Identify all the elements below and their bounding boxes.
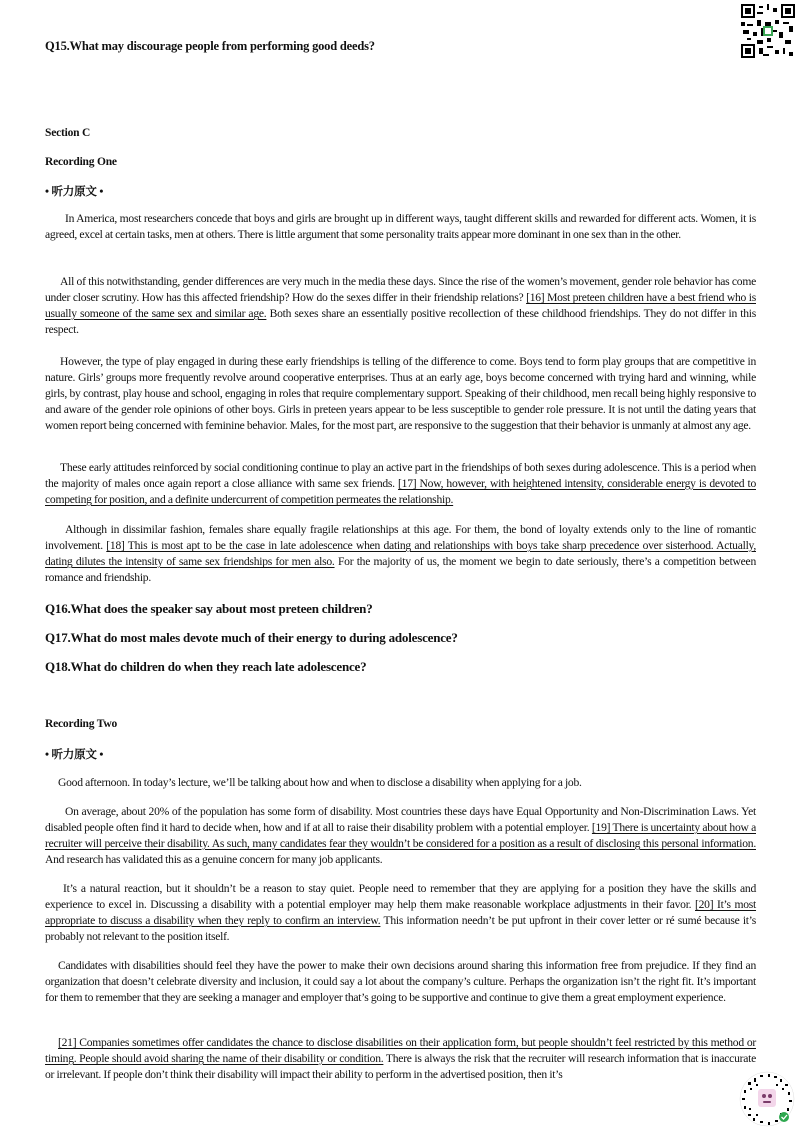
question-17: Q17.What do most males devote much of their energy to during adolescence? [45, 630, 458, 645]
paragraph: Good afternoon. In today’s lecture, we’ll be talking about how and when to disclose a disability when applying for a job. [58, 776, 582, 789]
paragraph: Candidates with disabilities should feel they have the power to make their own decisions around sharing this information free from prejudice. If they find an organization that doesn’t celebrate diversity and inclusion, it could say a lot about the company’s culture. Perhaps the organization isn’t the right fit. It’s important for them to remember that they are seeking a manager and employer that’s going to be supportive and continue to give them a great employment experience. [45, 959, 756, 1004]
answer-17-text: [17] Now, however, with heightened intensity, considerable energy is devoted to competing for position, and a definite undercurrent of competition permeates the relationship. [45, 477, 756, 506]
paragraph: All of this notwithstanding, gender differences are very much in the media these days. Since the rise of the women’s movement, gender role behavior has come under closer scrutiny. How has this affected friendship? How do the sexes differ in their friendship relations? [16] Most preteen children have a best friend who is usually someone of the same sex and similar age. Both sexes share an essentially positive recollection of these childhood friendships. They do not differ in this respect. [45, 275, 756, 336]
answer-16-text: [16] Most preteen children have a best friend who is usually someone of the same sex and similar age. [45, 291, 756, 320]
transcript-label: • 听力原文 • [45, 186, 104, 198]
paragraph: Although in dissimilar fashion, females share equally fragile relationships at this age. For them, the bond of loyalty extends only to the line of romantic involvement. [18] This is most apt to be the case in late adolescence when dating and relationships with boys take sharp precedence over sisterhood. Actually, dating dilutes the intensity of same sex friendships for men also. For the majority of us, the moment we begin to date seriously, there’s a competition between romance and friendship. [45, 523, 757, 584]
recording-one-title: Recording One [45, 156, 117, 168]
answer-19-text: [19] There is uncertainty about how a recruiter will perceive their disability. As such, many candidates fear they wouldn’t be considered for a position as a result of disclosing this personal information. [45, 821, 756, 850]
qr-code-icon [738, 1070, 796, 1128]
answer-20-text: [20] It’s most appropriate to discuss a disability when they reply to confirm an interview. [45, 898, 757, 927]
paragraph: [21] Companies sometimes offer candidates the chance to disclose disabilities on their application form, but people shouldn’t feel restricted by this method or timing. People should avoid sharing the name of their disability or condition. There is always the risk that the recruiter will research information that is inaccurate or irrelevant. If people don’t think their disability will impact their ability to perform in the advertised position, then it’s [45, 1036, 756, 1081]
paragraph: In America, most researchers concede that boys and girls are brought up in different ways, taught different skills and rewarded for different acts. Women, it is agreed, excel at certain tasks, men at others. There is little argument that some personality traits appear more dominant in one sex than in the other. [45, 212, 756, 241]
qr-code-icon [741, 4, 795, 58]
paragraph: On average, about 20% of the population has some form of disability. Most countries these days have Equal Opportunity and Non-Discrimination Laws. Yet disabled people often find it hard to decide when, how and if at all to raise their disability problem with a potential employer. [19] There is uncertainty about how a recruiter will perceive their disability. As such, many candidates fear they wouldn’t be considered for a position as a result of disclosing this personal information. And research has validated this as a genuine concern for many job applicants. [45, 805, 756, 866]
paragraph: These early attitudes reinforced by social conditioning continue to play an active part in the friendships of both sexes during adolescence. This is a period when the majority of males once again report a close alliance with same sex friends. [17] Now, however, with heightened intensity, considerable energy is devoted to competing for position, and a definite undercurrent of competition permeates the relationship. [45, 461, 756, 506]
answer-18-text: [18] This is most apt to be the case in late adolescence when dating and relationships with boys take sharp precedence over sisterhood. Actually, dating dilutes the intensity of same sex friendships for men also. [45, 539, 756, 568]
answer-21-text: [21] Companies sometimes offer candidates the chance to disclose disabilities on their application form, but people shouldn’t feel restricted by this method or timing. People should avoid sharing the name of their disability or condition. [45, 1036, 756, 1065]
paragraph: However, the type of play engaged in during these early friendships is telling of the difference to come. Boys tend to form play groups that are competitive in nature. Girls’ groups more frequently revolve around cooperative enterprises. Thus at an early age, boys become concerned with trying hard and winning, while girls, by contrast, play house and school, engaging in roles that require complementary support. Speaking of their childhood, men recall being highly responsive to and aware of the gender role opinions of other boys. Girls in preteen years appear to be less susceptible to gender role pressure. It is not until the dating years that women report being concerned with feminine behavior. Males, for the most part, are responsive to the suggestion that their behavior is unmanly at almost any age. [45, 355, 756, 432]
question-15: Q15.What may discourage people from performing good deeds? [45, 39, 375, 53]
section-heading: Section C [45, 127, 91, 139]
recording-two-title: Recording Two [45, 718, 118, 730]
transcript-label: • 听力原文 • [45, 749, 104, 761]
question-16: Q16.What does the speaker say about most preteen children? [45, 601, 373, 616]
paragraph: It’s a natural reaction, but it shouldn’t be a reason to stay quiet. People need to remember that they are applying for a position they have the skills and experience to excel in. Discussing a disability with a potential employer may help them make reasonable workplace adjustments in their favor. [20] It’s most appropriate to discuss a disability when they reply to confirm an interview. This information needn’t be put upfront in their cover letter or ré sumé because it’s probably not relevant to the position itself. [45, 882, 757, 943]
question-18: Q18.What do children do when they reach late adolescence? [45, 659, 367, 674]
